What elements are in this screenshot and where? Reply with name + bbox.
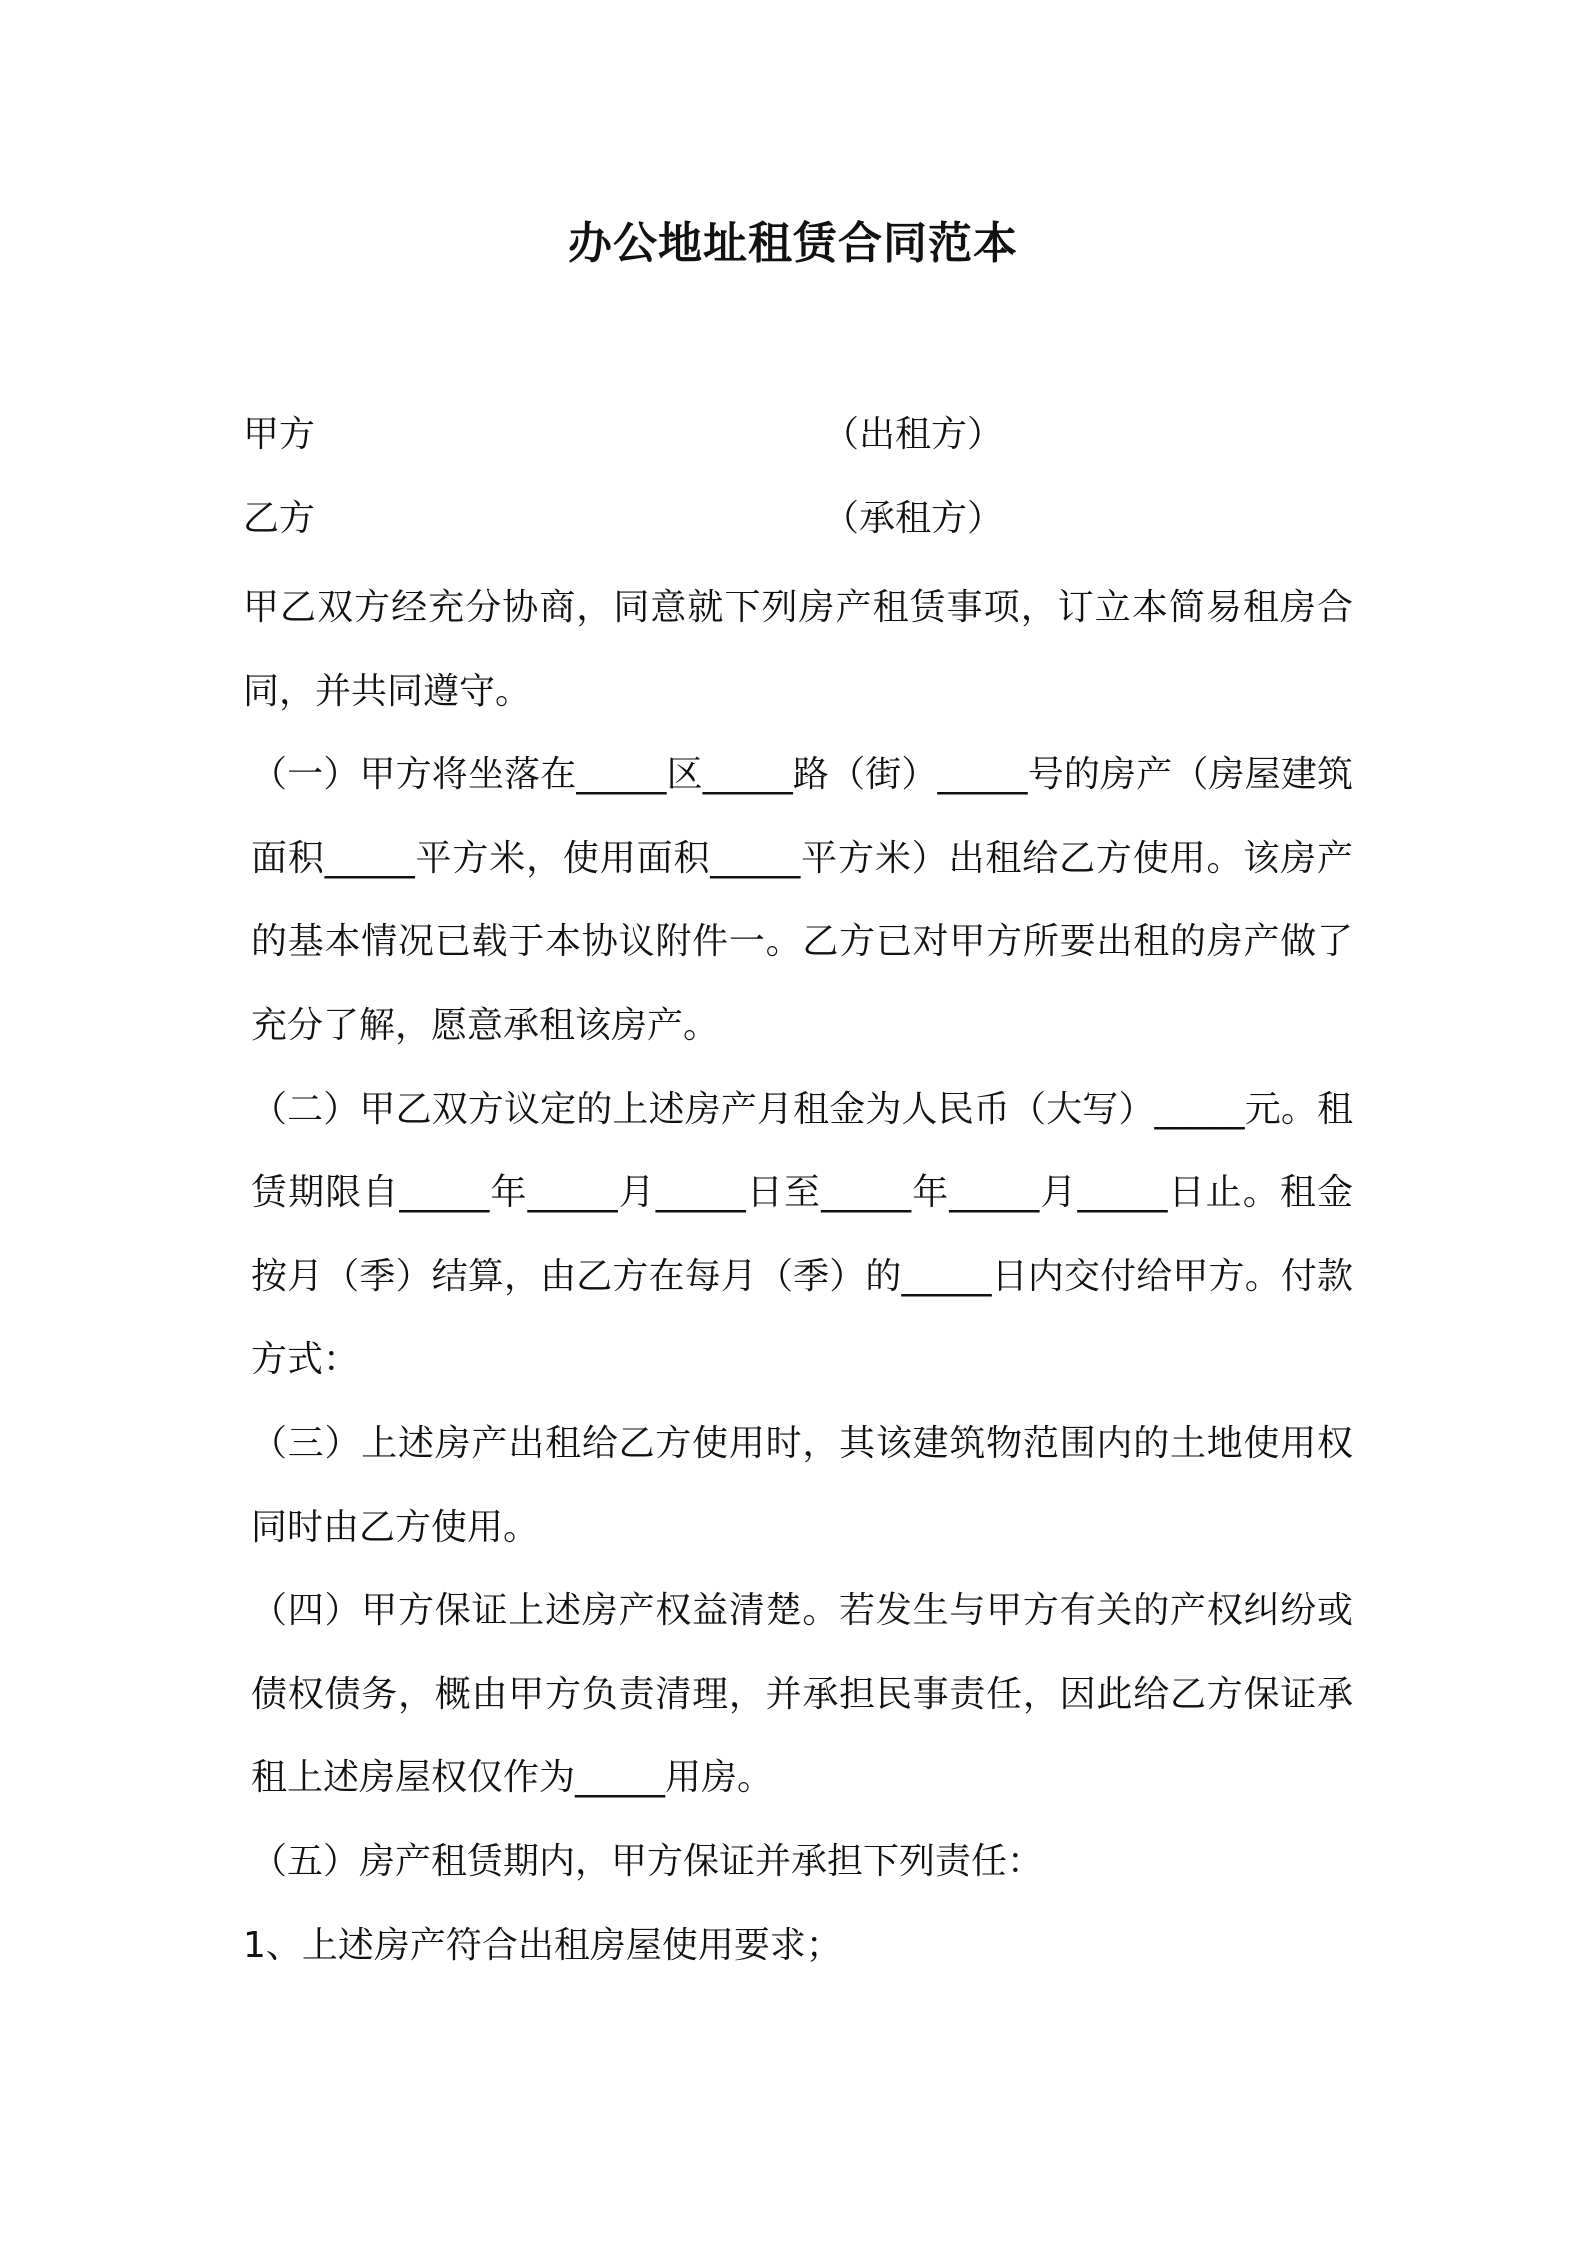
party-b-role: （承租方） [823,498,1004,539]
party-a-line [243,405,1343,465]
intro-paragraph: 甲乙双方经充分协商，同意就下列房产租赁事项，订立本简易租房合同，并共同遵守。 [243,587,1353,712]
document-title: 办公地址租赁合同范本 [568,218,1018,269]
clause-2-paragraph: （二）甲乙双方议定的上述房产月租金为人民币（大写）_____元。租赁期限自_____年_____月_____日至_____年_____月_____日止。租金按月（季）结算，由乙方在每月（季）的_____日内交付给甲方。付款方式： [251,1088,1353,1381]
clause-4-paragraph: （四）甲方保证上述房产权益清楚。若发生与甲方有关的产权纠纷或债权债务，概由甲方负责清理，并承担民事责任，因此给乙方保证承租上述房屋权仅作为_____用房。 [251,1590,1353,1799]
clause-5-item-1: 1、上述房产符合出租房屋使用要求； [243,1924,842,1966]
party-a-label: 甲方 [243,414,316,455]
contract-body [243,566,1353,1987]
party-a-role: （出租方） [823,414,1004,455]
clause-5-paragraph: （五）房产租赁期内，甲方保证并承担下列责任： [251,1840,1044,1882]
clause-3-paragraph: （三）上述房产出租给乙方使用时，其该建筑物范围内的土地使用权同时由乙方使用。 [251,1422,1353,1548]
clause-1-paragraph: （一）甲方将坐落在_____区_____路（街）_____号的房产（房屋建筑面积_____平方米，使用面积_____平方米）出租给乙方使用。该房产的基本情况已载于本协议附件一。乙方已对甲方所要出租的房产做了充分了解，愿意承租该房产。 [251,754,1353,1046]
party-b-line [243,489,1343,549]
party-b-label: 乙方 [243,498,316,539]
